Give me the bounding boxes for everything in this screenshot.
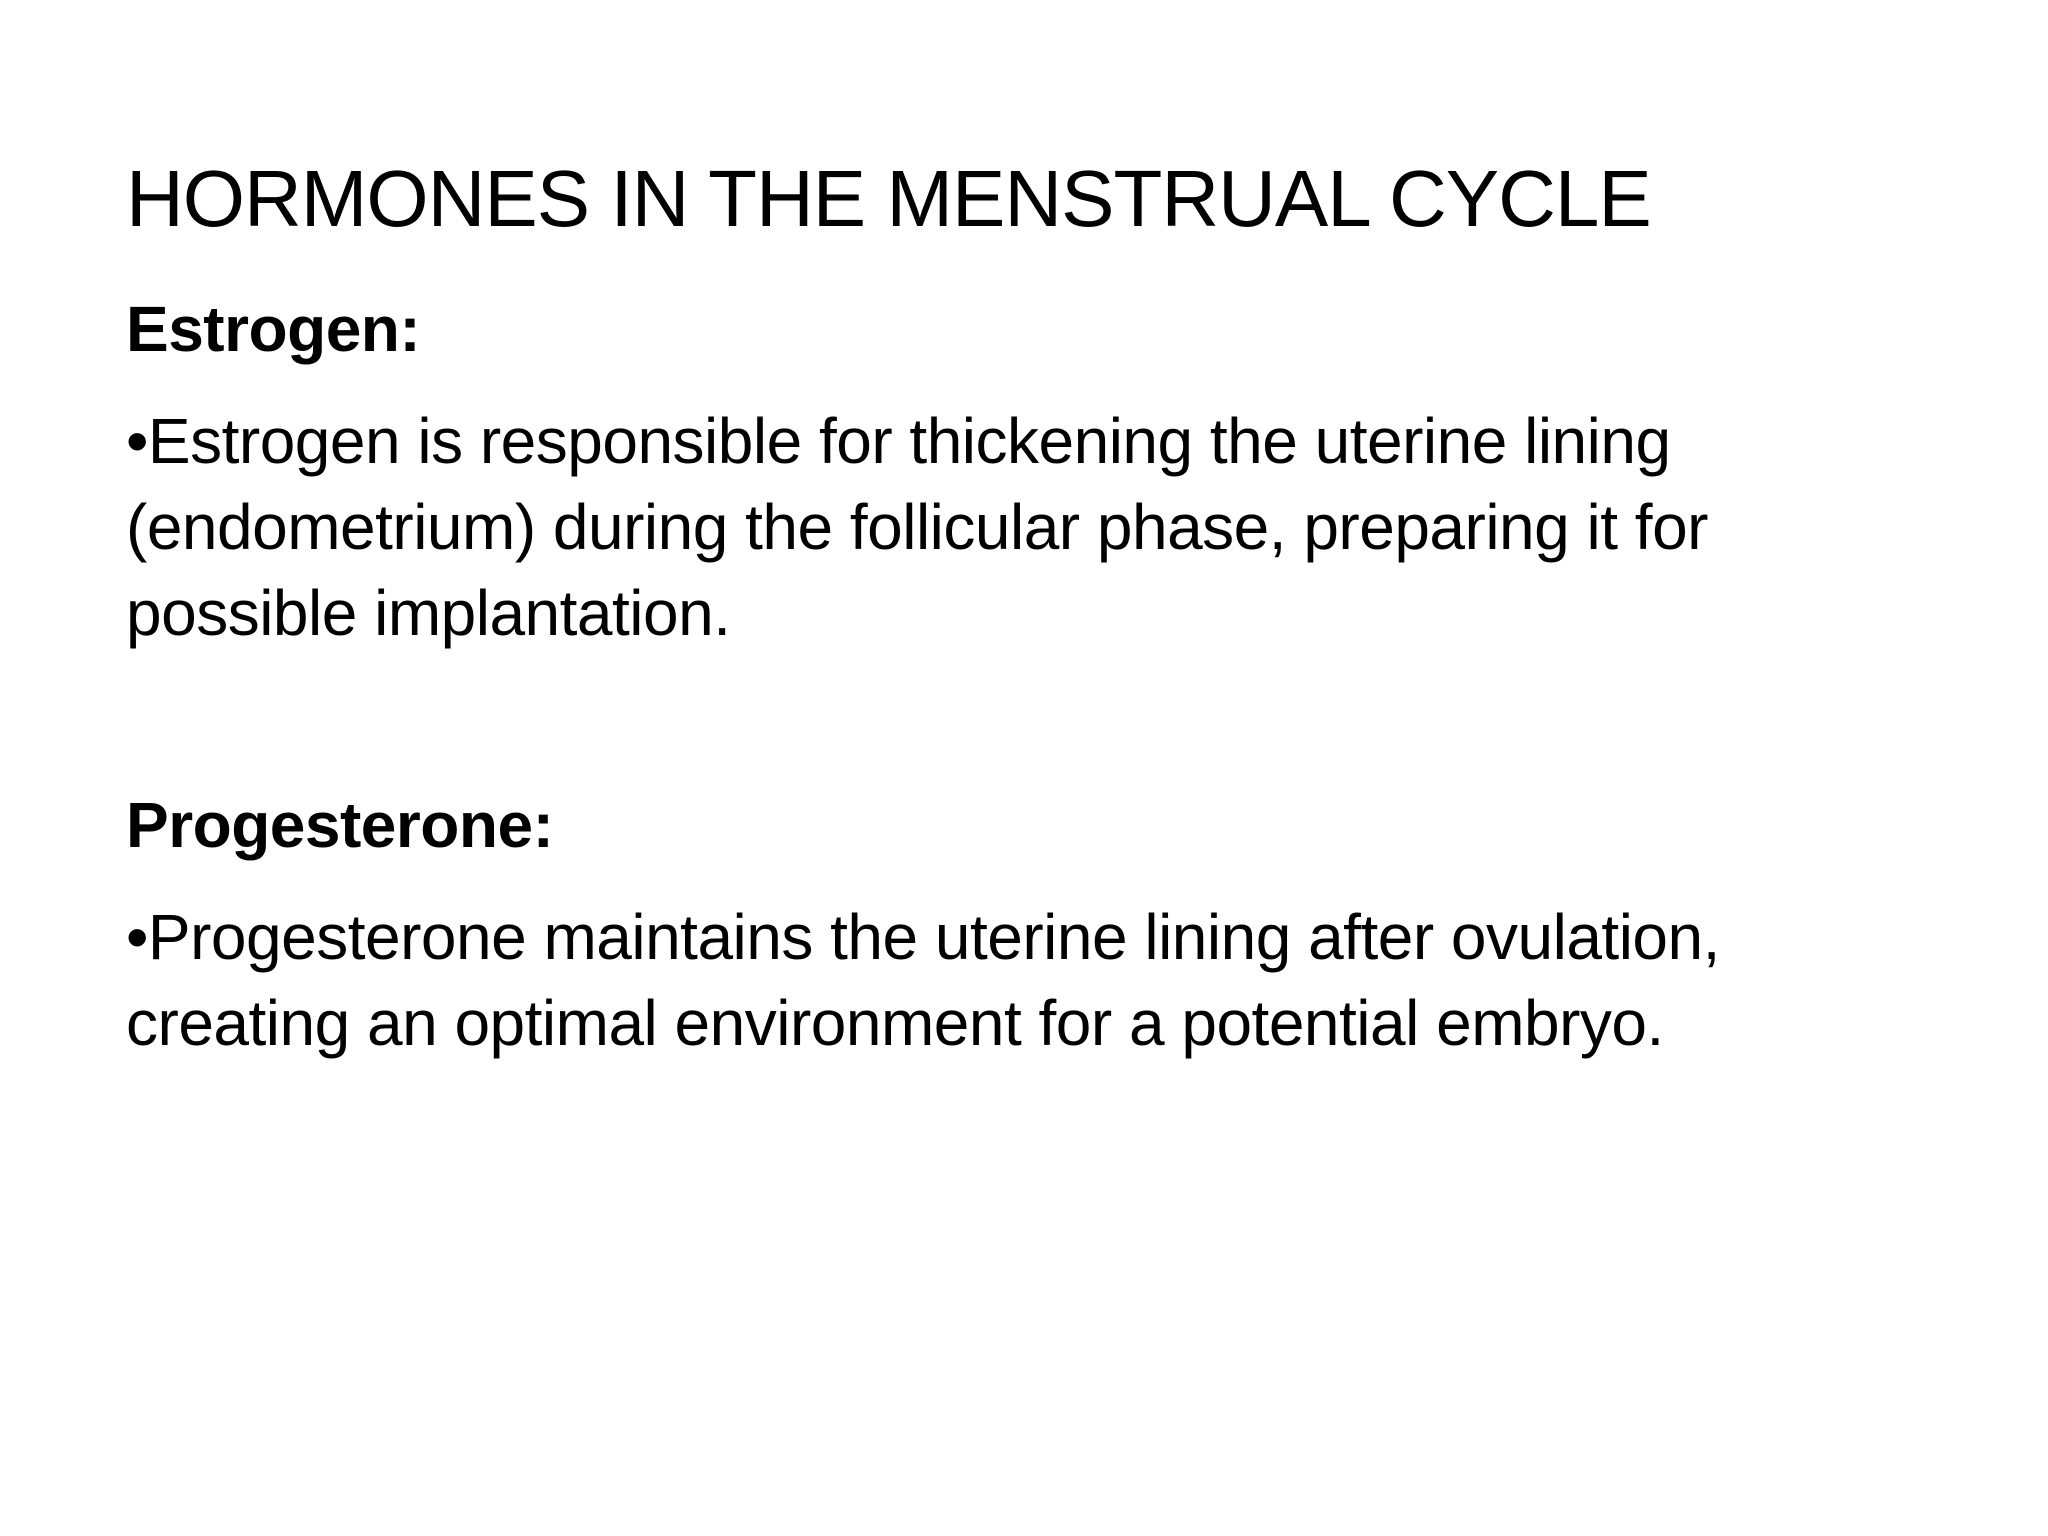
section-progesterone [126,786,1946,1066]
section-heading-estrogen: Estrogen: [126,293,421,365]
bullet-estrogen: •Estrogen is responsible for thickening the uterine lining (endometrium) during the follicular phase, preparing it for possible implantation. [126,405,1708,649]
slide-content [126,290,1946,1066]
slide-title: HORMONES IN THE MENSTRUAL CYCLE [126,154,1651,243]
section-heading-progesterone: Progesterone: [126,789,554,861]
section-estrogen [126,290,1946,656]
section-spacer [126,656,1946,786]
bullet-progesterone: •Progesterone maintains the uterine lining after ovulation, creating an optimal environment for a potential embryo. [126,901,1720,1059]
